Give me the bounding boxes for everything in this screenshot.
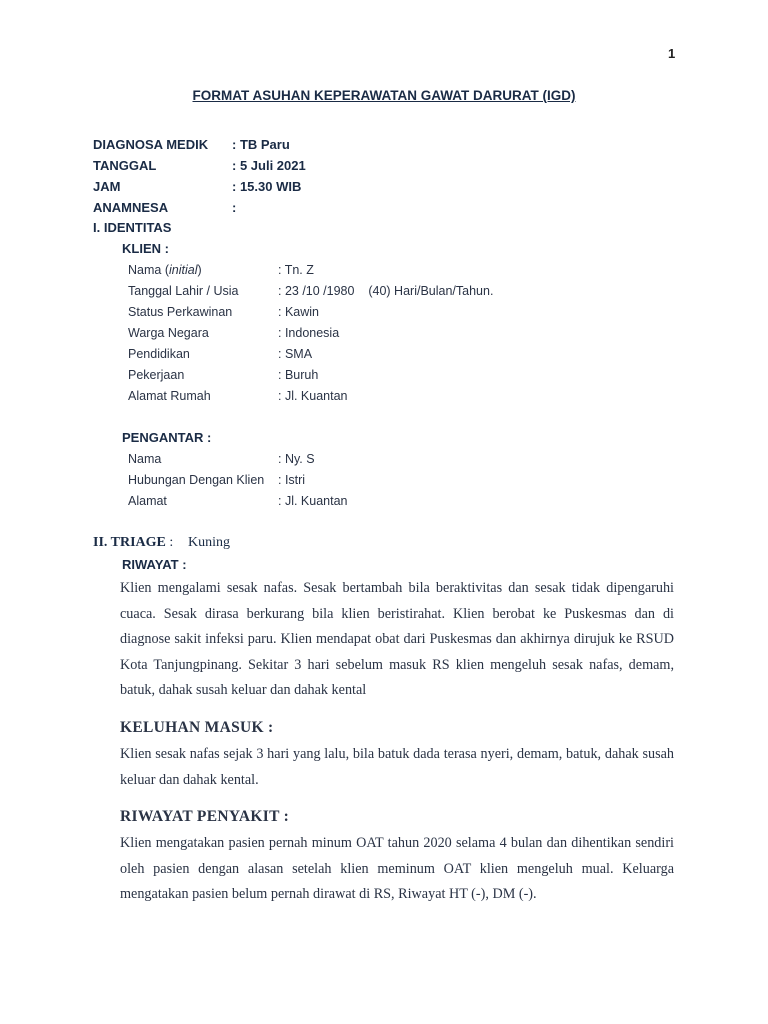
anamnesa-value: : bbox=[232, 200, 237, 215]
pengantar-nama-label: Nama bbox=[128, 452, 162, 466]
triage-value: Kuning bbox=[188, 535, 230, 550]
klien-pendidikan-value: : SMA bbox=[278, 347, 313, 361]
klien-tanggal-lahir-label: Tanggal Lahir / Usia bbox=[128, 284, 239, 298]
klien-pekerjaan-label: Pekerjaan bbox=[128, 368, 185, 382]
klien-status-value: : Kawin bbox=[278, 305, 319, 319]
riwayat-heading: RIWAYAT : bbox=[122, 557, 187, 572]
diagnosa-medik-value: : TB Paru bbox=[232, 137, 290, 152]
pengantar-alamat-label: Alamat bbox=[128, 494, 167, 508]
pengantar-hubungan-value: : Istri bbox=[278, 473, 306, 487]
jam-label: JAM bbox=[93, 179, 121, 194]
pengantar-alamat-value: : Jl. Kuantan bbox=[278, 494, 348, 508]
tanggal-value: : 5 Juli 2021 bbox=[232, 158, 306, 173]
klien-heading: KLIEN : bbox=[122, 241, 169, 256]
klien-status-label: Status Perkawinan bbox=[128, 305, 233, 319]
riwayat-paragraph: Klien mengalami sesak nafas. Sesak bertambah bila beraktivitas dan sesak tidak dipengaruhi cuaca. Sesak dirasa berkurang bila klien beristirahat. Klien berobat ke Puskesmas dan di diagnose sakit infeksi paru. Klien mendapat obat dari Puskesmas dan akhirnya dirujuk ke RSUD Kota Tanjungpinang. Sekitar 3 hari sebelum masuk RS klien mengeluh sesak nafas, demam, batuk, dahak susah keluar dan dahak kental bbox=[120, 580, 674, 698]
keluhan-masuk-heading: KELUHAN MASUK : bbox=[120, 719, 274, 736]
pengantar-nama-value: : Ny. S bbox=[278, 452, 315, 466]
klien-nama-label: Nama (initial) bbox=[128, 263, 202, 277]
pengantar-heading: PENGANTAR : bbox=[122, 430, 212, 445]
riwayat-penyakit-heading: RIWAYAT PENYAKIT : bbox=[120, 808, 290, 825]
klien-pekerjaan-value: : Buruh bbox=[278, 368, 319, 382]
klien-warga-value: : Indonesia bbox=[278, 326, 340, 340]
keluhan-masuk-paragraph: Klien sesak nafas sejak 3 hari yang lalu, bila batuk dada terasa nyeri, demam, batuk, dahak susah keluar dan dahak kental. bbox=[120, 746, 674, 788]
triage-label: II. TRIAGE : bbox=[93, 535, 174, 550]
anamnesa-label: ANAMNESA bbox=[93, 200, 169, 215]
klien-pendidikan-label: Pendidikan bbox=[128, 347, 190, 361]
diagnosa-medik-label: DIAGNOSA MEDIK bbox=[93, 137, 209, 152]
klien-alamat-label: Alamat Rumah bbox=[128, 389, 211, 403]
jam-value: : 15.30 WIB bbox=[232, 179, 302, 194]
section-identitas-title: I. IDENTITAS bbox=[93, 220, 172, 235]
klien-nama-value: : Tn. Z bbox=[278, 263, 314, 277]
klien-tanggal-lahir-value: : 23 /10 /1980 (40) Hari/Bulan/Tahun. bbox=[278, 284, 494, 298]
tanggal-label: TANGGAL bbox=[93, 158, 157, 173]
klien-warga-label: Warga Negara bbox=[128, 326, 209, 340]
page-number: 1 bbox=[668, 46, 676, 61]
document-title: FORMAT ASUHAN KEPERAWATAN GAWAT DARURAT (IGD) bbox=[192, 88, 576, 103]
pengantar-hubungan-label: Hubungan Dengan Klien bbox=[128, 473, 265, 487]
klien-alamat-value: : Jl. Kuantan bbox=[278, 389, 348, 403]
riwayat-penyakit-paragraph: Klien mengatakan pasien pernah minum OAT tahun 2020 selama 4 bulan dan dihentikan sendiri oleh pasien dengan alasan setelah klien meminum OAT klien mengeluh mual. Keluarga mengatakan pasien belum pernah dirawat di RS, Riwayat HT (-), DM (-). bbox=[120, 835, 674, 902]
